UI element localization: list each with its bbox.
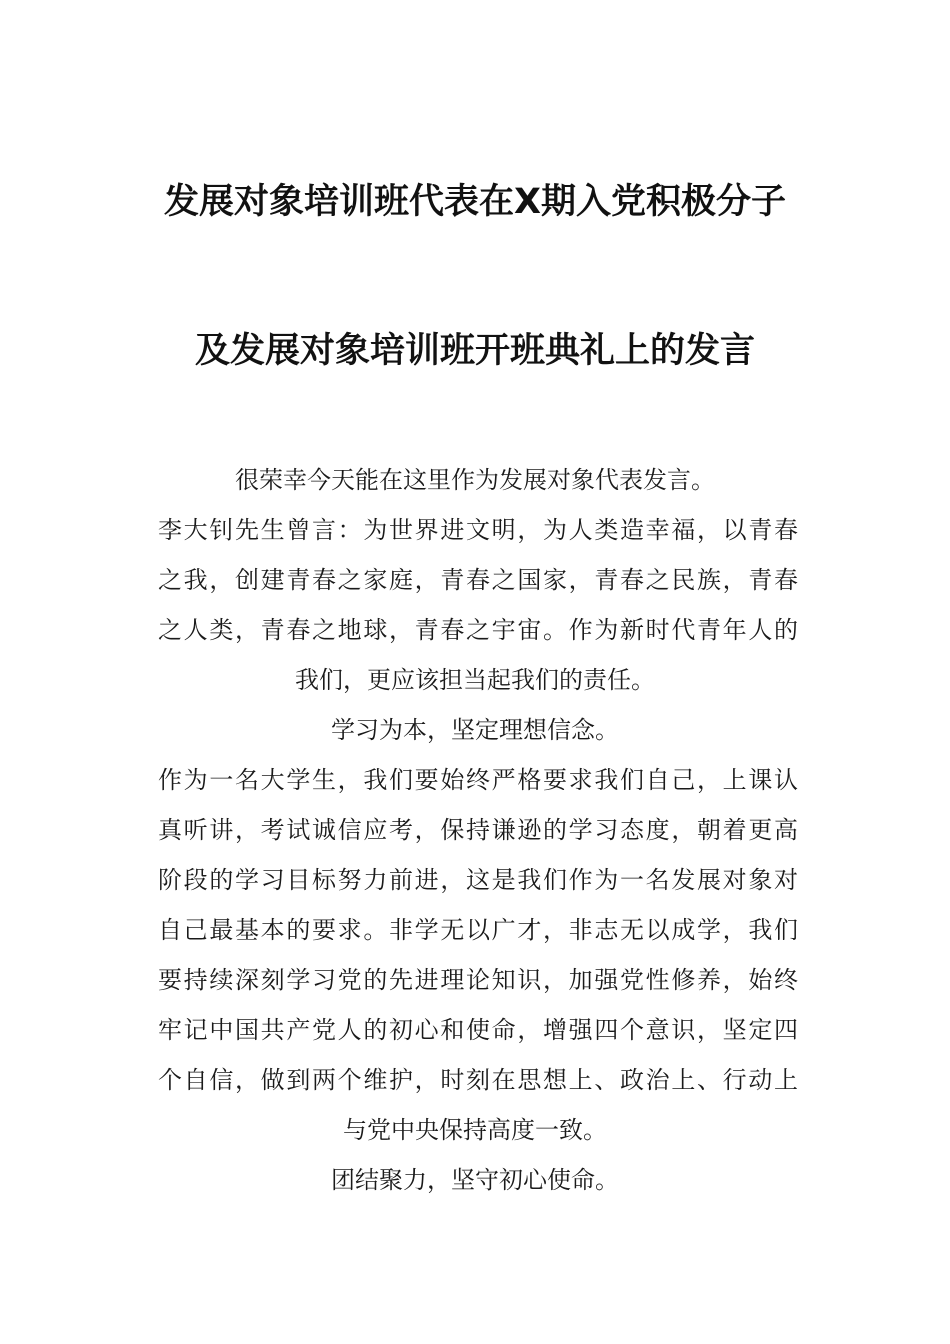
section-heading: 学习为本，坚定理想信念。 <box>331 716 619 744</box>
document-title-line-2: 及发展对象培训班开班典礼上的发言 <box>194 331 755 371</box>
body-line: 个自信，做到两个维护，时刻在思想上、政治上、行动上 <box>158 1066 798 1094</box>
section-heading: 团结聚力，坚守初心使命。 <box>331 1166 619 1194</box>
body-line: 牢记中国共产党人的初心和使命，增强四个意识，坚定四 <box>158 1016 798 1044</box>
body-line: 自己最基本的要求。非学无以广才，非志无以成学，我们 <box>158 916 798 944</box>
body-line: 之我，创建青春之家庭，青春之国家，青春之民族，青春 <box>158 566 798 594</box>
body-line: 要持续深刻学习党的先进理论知识，加强党性修养，始终 <box>158 966 798 994</box>
body-line: 阶段的学习目标努力前进，这是我们作为一名发展对象对 <box>158 866 798 894</box>
body-line: 作为一名大学生，我们要始终严格要求我们自己，上课认 <box>158 766 798 794</box>
body-line: 很荣幸今天能在这里作为发展对象代表发言。 <box>235 466 715 494</box>
document-title-line-1: 发展对象培训班代表在X期入党积极分子 <box>164 182 786 222</box>
body-line: 之人类，青春之地球，青春之宇宙。作为新时代青年人的 <box>158 616 798 644</box>
body-line: 与党中央保持高度一致。 <box>343 1116 607 1144</box>
body-line: 李大钊先生曾言：为世界进文明，为人类造幸福，以青春 <box>158 516 798 544</box>
body-line: 我们，更应该担当起我们的责任。 <box>295 666 655 694</box>
body-line: 真听讲，考试诚信应考，保持谦逊的学习态度，朝着更高 <box>158 816 798 844</box>
